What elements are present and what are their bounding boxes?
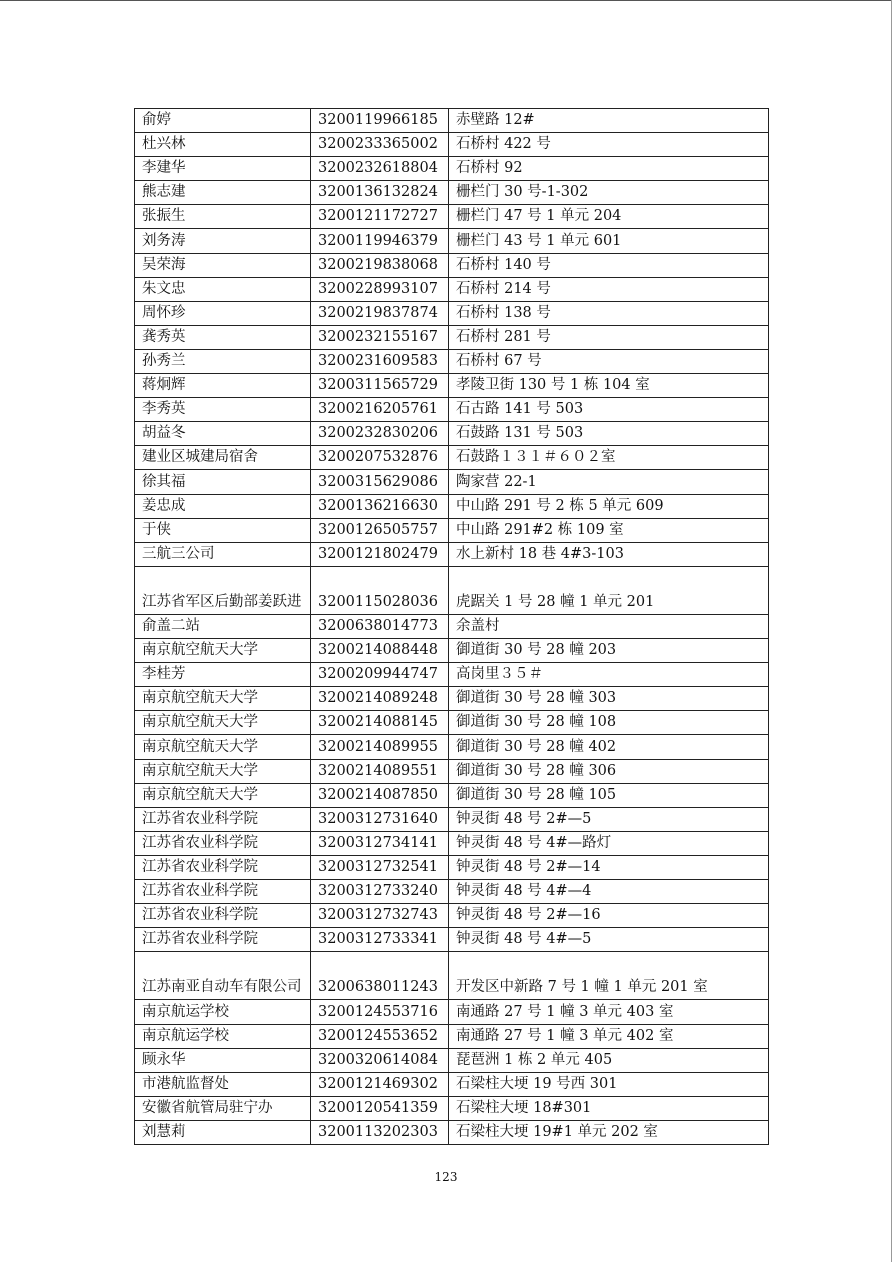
address-cell: 钟灵街 48 号 2#—14 (449, 855, 769, 879)
account-number-cell: 3200121469302 (311, 1072, 449, 1096)
account-number-cell: 3200136132824 (311, 181, 449, 205)
name-cell: 杜兴林 (135, 133, 311, 157)
name-cell: 顾永华 (135, 1048, 311, 1072)
table-row (135, 470, 769, 494)
table-row (135, 1048, 769, 1072)
page-number: 123 (434, 1170, 458, 1184)
table-row (135, 735, 769, 759)
table-row (135, 1096, 769, 1120)
table-row (135, 133, 769, 157)
table-row (135, 880, 769, 904)
table-row (135, 422, 769, 446)
address-cell: 石桥村 281 号 (449, 325, 769, 349)
account-number-cell: 3200126505757 (311, 518, 449, 542)
account-number-cell: 3200214089955 (311, 735, 449, 759)
account-number-cell: 3200638014773 (311, 614, 449, 638)
account-number-cell: 3200219838068 (311, 253, 449, 277)
account-number-cell: 3200219837874 (311, 301, 449, 325)
account-number-cell: 3200320614084 (311, 1048, 449, 1072)
name-cell: 安徽省航管局驻宁办 (135, 1096, 311, 1120)
account-number-cell: 3200214088145 (311, 711, 449, 735)
address-cell: 赤壁路 12# (449, 109, 769, 133)
table-row (135, 1072, 769, 1096)
account-number-cell: 3200216205761 (311, 398, 449, 422)
account-number-cell: 3200312731640 (311, 807, 449, 831)
address-cell: 南通路 27 号 1 幢 3 单元 402 室 (449, 1024, 769, 1048)
table-row (135, 157, 769, 181)
table-row (135, 663, 769, 687)
top-border-line (0, 0, 892, 1)
table-row (135, 205, 769, 229)
account-number-cell: 3200231609583 (311, 349, 449, 373)
address-cell: 中山路 291 号 2 栋 5 单元 609 (449, 494, 769, 518)
name-cell: 朱文忠 (135, 277, 311, 301)
table-row (135, 855, 769, 879)
name-cell: 李桂芳 (135, 663, 311, 687)
account-number-cell: 3200119966185 (311, 109, 449, 133)
address-cell: 石桥村 138 号 (449, 301, 769, 325)
address-cell: 石桥村 214 号 (449, 277, 769, 301)
account-number-cell: 3200312732743 (311, 904, 449, 928)
address-cell: 栅栏门 43 号 1 单元 601 (449, 229, 769, 253)
address-cell: 高岗里３５＃ (449, 663, 769, 687)
account-number-cell: 3200136216630 (311, 494, 449, 518)
address-cell: 余盖村 (449, 614, 769, 638)
name-cell: 江苏省军区后勤部姜跃进 (135, 566, 311, 614)
name-cell: 江苏省农业科学院 (135, 880, 311, 904)
address-cell: 御道街 30 号 28 幢 402 (449, 735, 769, 759)
records-table-body (135, 109, 769, 1145)
account-number-cell: 3200124553652 (311, 1024, 449, 1048)
address-cell: 栅栏门 30 号-1-302 (449, 181, 769, 205)
name-cell: 江苏南亚自动车有限公司 (135, 952, 311, 1000)
table-row (135, 904, 769, 928)
account-number-cell: 3200120541359 (311, 1096, 449, 1120)
table-row (135, 687, 769, 711)
account-number-cell: 3200315629086 (311, 470, 449, 494)
address-cell: 陶家营 22-1 (449, 470, 769, 494)
table-row (135, 928, 769, 952)
name-cell: 熊志建 (135, 181, 311, 205)
account-number-cell: 3200312734141 (311, 831, 449, 855)
name-cell: 徐其福 (135, 470, 311, 494)
account-number-cell: 3200214089248 (311, 687, 449, 711)
table-row (135, 518, 769, 542)
name-cell: 李秀英 (135, 398, 311, 422)
table-row (135, 711, 769, 735)
table-row (135, 446, 769, 470)
account-number-cell: 3200113202303 (311, 1120, 449, 1144)
name-cell: 建业区城建局宿舍 (135, 446, 311, 470)
table-row (135, 759, 769, 783)
address-cell: 钟灵街 48 号 4#—4 (449, 880, 769, 904)
address-cell: 栅栏门 47 号 1 单元 204 (449, 205, 769, 229)
address-cell: 石桥村 422 号 (449, 133, 769, 157)
account-number-cell: 3200233365002 (311, 133, 449, 157)
table-row (135, 181, 769, 205)
address-cell: 御道街 30 号 28 幢 303 (449, 687, 769, 711)
account-number-cell: 3200638011243 (311, 952, 449, 1000)
name-cell: 南京航空航天大学 (135, 735, 311, 759)
name-cell: 孙秀兰 (135, 349, 311, 373)
address-cell: 石桥村 92 (449, 157, 769, 181)
records-table (134, 108, 769, 1145)
name-cell: 于侠 (135, 518, 311, 542)
name-cell: 吴荣海 (135, 253, 311, 277)
table-row (135, 398, 769, 422)
address-cell: 钟灵街 48 号 2#—5 (449, 807, 769, 831)
account-number-cell: 3200121802479 (311, 542, 449, 566)
table-row (135, 229, 769, 253)
table-row (135, 952, 769, 1000)
address-cell: 石鼓路 131 号 503 (449, 422, 769, 446)
address-cell: 虎踞关 1 号 28 幢 1 单元 201 (449, 566, 769, 614)
account-number-cell: 3200214088448 (311, 639, 449, 663)
table-row (135, 253, 769, 277)
name-cell: 南京航空航天大学 (135, 639, 311, 663)
address-cell: 石梁柱大埂 19#1 单元 202 室 (449, 1120, 769, 1144)
address-cell: 石鼓路１３１＃６０２室 (449, 446, 769, 470)
name-cell: 市港航监督处 (135, 1072, 311, 1096)
name-cell: 蒋炯辉 (135, 374, 311, 398)
address-cell: 御道街 30 号 28 幢 306 (449, 759, 769, 783)
address-cell: 御道街 30 号 28 幢 203 (449, 639, 769, 663)
name-cell: 张振生 (135, 205, 311, 229)
account-number-cell: 3200232618804 (311, 157, 449, 181)
table-row (135, 807, 769, 831)
account-number-cell: 3200232155167 (311, 325, 449, 349)
name-cell: 俞婷 (135, 109, 311, 133)
name-cell: 江苏省农业科学院 (135, 807, 311, 831)
name-cell: 南京航空航天大学 (135, 783, 311, 807)
address-cell: 钟灵街 48 号 4#—路灯 (449, 831, 769, 855)
address-cell: 水上新村 18 巷 4#3-103 (449, 542, 769, 566)
name-cell: 江苏省农业科学院 (135, 855, 311, 879)
table-row (135, 301, 769, 325)
table-row (135, 349, 769, 373)
address-cell: 石梁柱大埂 19 号西 301 (449, 1072, 769, 1096)
account-number-cell: 3200124553716 (311, 1000, 449, 1024)
table-row (135, 494, 769, 518)
table-row (135, 1024, 769, 1048)
table-row (135, 542, 769, 566)
name-cell: 三航三公司 (135, 542, 311, 566)
account-number-cell: 3200228993107 (311, 277, 449, 301)
address-cell: 御道街 30 号 28 幢 108 (449, 711, 769, 735)
table-row (135, 374, 769, 398)
name-cell: 江苏省农业科学院 (135, 904, 311, 928)
table-row (135, 639, 769, 663)
address-cell: 石桥村 67 号 (449, 349, 769, 373)
name-cell: 胡益冬 (135, 422, 311, 446)
address-cell: 孝陵卫街 130 号 1 栋 104 室 (449, 374, 769, 398)
address-cell: 石梁柱大埂 18#301 (449, 1096, 769, 1120)
table-row (135, 614, 769, 638)
address-cell: 石古路 141 号 503 (449, 398, 769, 422)
table-row (135, 566, 769, 614)
account-number-cell: 3200115028036 (311, 566, 449, 614)
name-cell: 姜忠成 (135, 494, 311, 518)
account-number-cell: 3200121172727 (311, 205, 449, 229)
account-number-cell: 3200214089551 (311, 759, 449, 783)
address-cell: 中山路 291#2 栋 109 室 (449, 518, 769, 542)
name-cell: 江苏省农业科学院 (135, 928, 311, 952)
account-number-cell: 3200209944747 (311, 663, 449, 687)
address-cell: 南通路 27 号 1 幢 3 单元 403 室 (449, 1000, 769, 1024)
name-cell: 龚秀英 (135, 325, 311, 349)
name-cell: 南京航空航天大学 (135, 711, 311, 735)
account-number-cell: 3200312733240 (311, 880, 449, 904)
name-cell: 南京航空航天大学 (135, 687, 311, 711)
table-row (135, 277, 769, 301)
name-cell: 江苏省农业科学院 (135, 831, 311, 855)
table-row (135, 325, 769, 349)
name-cell: 南京航运学校 (135, 1000, 311, 1024)
account-number-cell: 3200311565729 (311, 374, 449, 398)
name-cell: 南京航运学校 (135, 1024, 311, 1048)
account-number-cell: 3200119946379 (311, 229, 449, 253)
name-cell: 李建华 (135, 157, 311, 181)
address-cell: 开发区中新路 7 号 1 幢 1 单元 201 室 (449, 952, 769, 1000)
account-number-cell: 3200207532876 (311, 446, 449, 470)
table-row (135, 831, 769, 855)
name-cell: 周怀珍 (135, 301, 311, 325)
address-cell: 石桥村 140 号 (449, 253, 769, 277)
name-cell: 俞盖二站 (135, 614, 311, 638)
account-number-cell: 3200214087850 (311, 783, 449, 807)
name-cell: 刘慧莉 (135, 1120, 311, 1144)
name-cell: 南京航空航天大学 (135, 759, 311, 783)
table-row (135, 1120, 769, 1144)
address-cell: 琵琶洲 1 栋 2 单元 405 (449, 1048, 769, 1072)
account-number-cell: 3200232830206 (311, 422, 449, 446)
table-row (135, 109, 769, 133)
name-cell: 刘务涛 (135, 229, 311, 253)
table-row (135, 783, 769, 807)
table-row (135, 1000, 769, 1024)
account-number-cell: 3200312732541 (311, 855, 449, 879)
account-number-cell: 3200312733341 (311, 928, 449, 952)
address-cell: 钟灵街 48 号 4#—5 (449, 928, 769, 952)
address-cell: 钟灵街 48 号 2#—16 (449, 904, 769, 928)
address-cell: 御道街 30 号 28 幢 105 (449, 783, 769, 807)
